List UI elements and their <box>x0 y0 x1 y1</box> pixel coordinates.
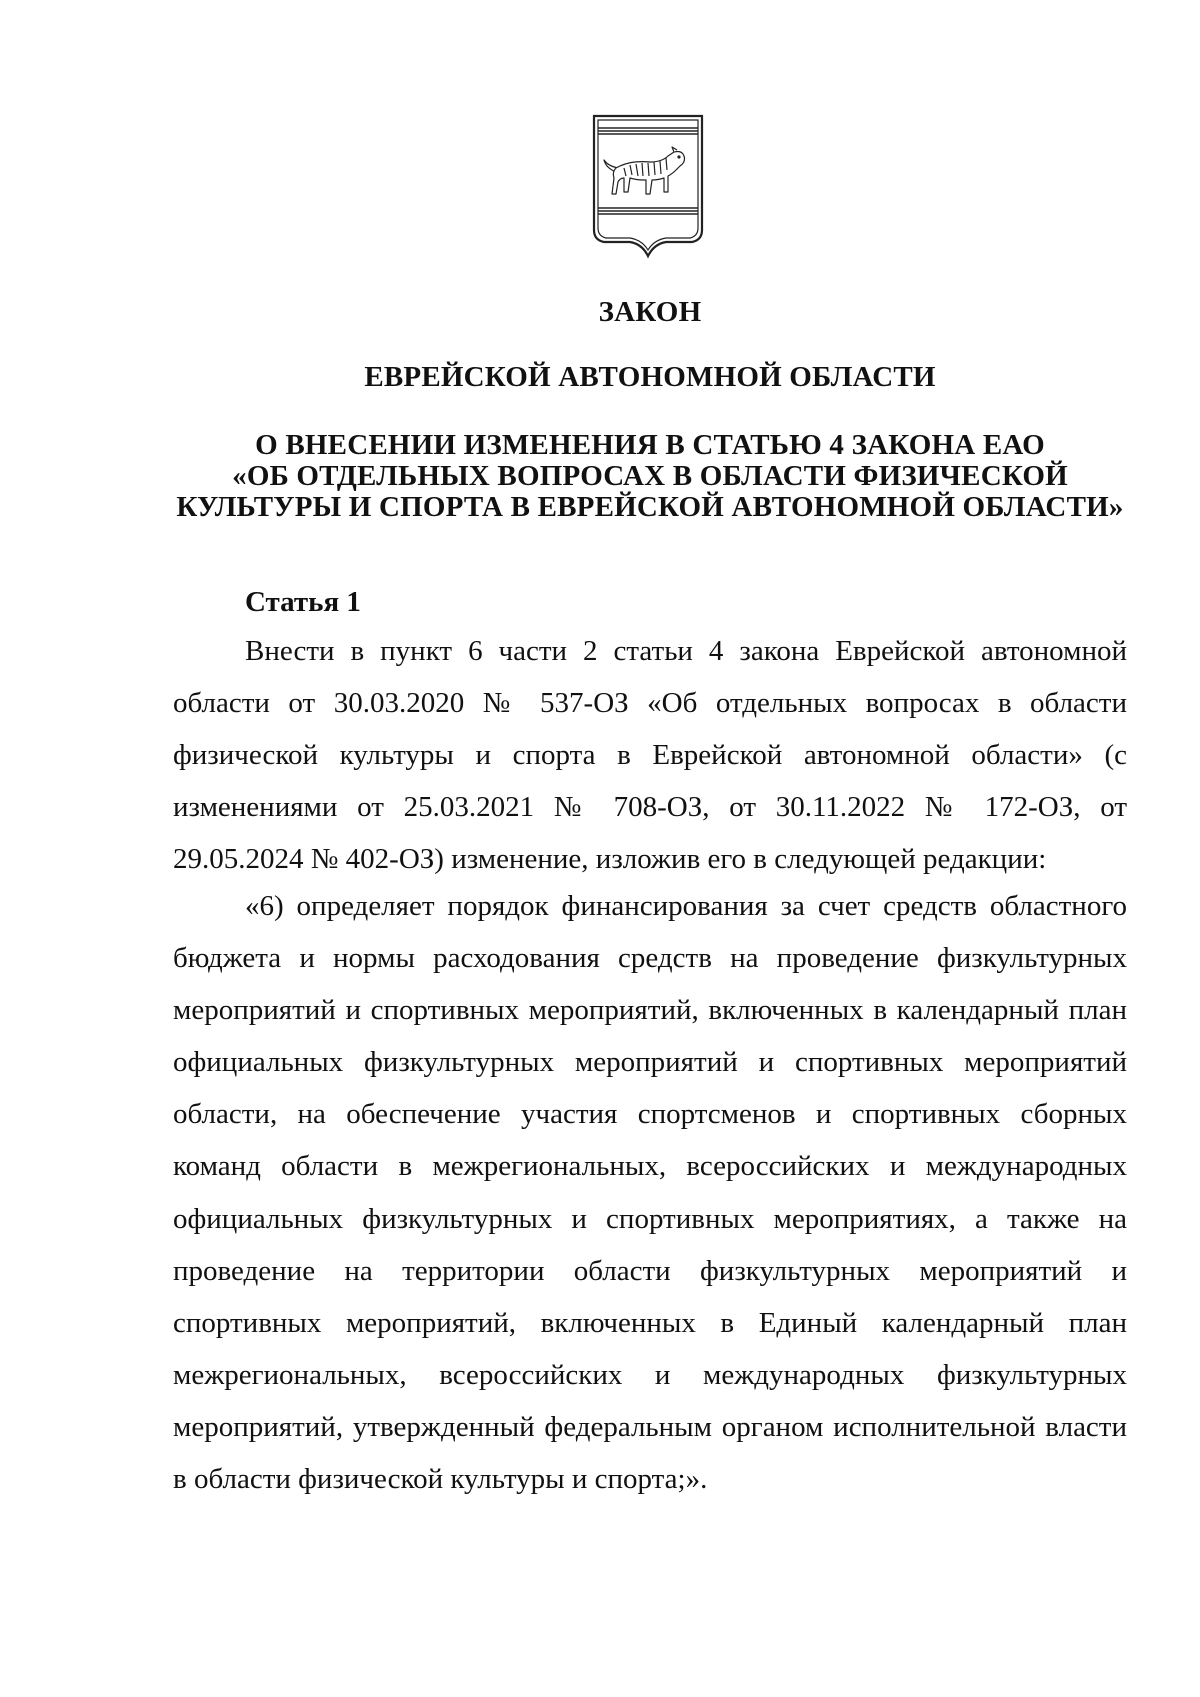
coat-of-arms-icon <box>588 112 708 262</box>
article-paragraph: Внести в пункт 6 части 2 статьи 4 закона Еврейской автономной области от 30.03.2020 № 537-ОЗ «Об отдельных вопросах в области физической культуры и спорта в Еврейской автономной области» (с изменениями от 25.03.2021 № 708-ОЗ, от 30.11.2022 № 172-ОЗ, от 29.05.2024 № 402-ОЗ) изменение, изложив его в следующей редакции: <box>173 635 1127 876</box>
document-type-heading: ЗАКОН <box>598 296 702 328</box>
region-heading: ЕВРЕЙСКОЙ АВТОНОМНОЙ ОБЛАСТИ <box>364 361 936 393</box>
article-paragraph: «6) определяет порядок финансирования за счет средств областного бюджета и нормы расходования средств на проведение физкультурных мероприятий и спортивных мероприятий, включенных в календарный план официальных физкультурных мероприятий и спортивных мероприятий области, на обеспечение участия спортсменов и спортивных сборных команд области в межрегиональных, всероссийских и международных официальных физкультурных и спортивных мероприятиях, а также на проведение на территории области физкультурных мероприятий и спортивных мероприятий, включенных в Единый календарный план межрегиональных, всероссийских и международных физкультурных мероприятий, утвержденный федеральным органом исполнительной власти в области физической культуры и спорта;». <box>173 890 1127 1496</box>
law-title-line: КУЛЬТУРЫ И СПОРТА В ЕВРЕЙСКОЙ АВТОНОМНОЙ ОБЛАСТИ» <box>176 491 1124 523</box>
article-heading: Статья 1 <box>245 586 361 618</box>
law-title-line: «ОБ ОТДЕЛЬНЫХ ВОПРОСАХ В ОБЛАСТИ ФИЗИЧЕСКОЙ <box>232 460 1068 492</box>
law-title-line: О ВНЕСЕНИИ ИЗМЕНЕНИЯ В СТАТЬЮ 4 ЗАКОНА ЕАО <box>255 429 1045 461</box>
